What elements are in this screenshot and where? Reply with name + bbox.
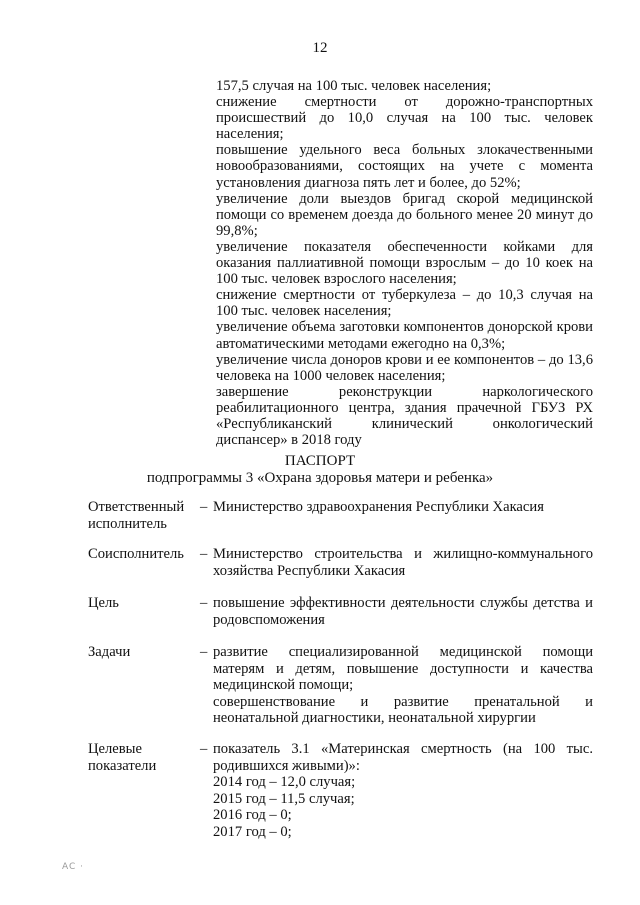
dash: –	[200, 546, 208, 562]
dash: –	[200, 595, 208, 611]
list-item: завершение реконструкции наркологического реабилитационного центра, здания прачечной ГБУЗ РХ «Республиканский клинический онкологический диспансер» в 2018 году	[216, 383, 593, 449]
row-label: Задачи	[88, 644, 131, 660]
continuation-list	[216, 78, 593, 448]
passport-title: ПАСПОРТ	[284, 453, 356, 469]
row-value: Министерство строительства и жилищно-коммунального хозяйства Республики Хакасия	[213, 546, 593, 579]
list-item: увеличение числа доноров крови и ее компонентов – до 13,6 человека на 1000 человек населения;	[216, 351, 593, 384]
corner-mark: AC ·	[62, 862, 85, 872]
list-item: увеличение объема заготовки компонентов донорской крови автоматическими методами ежегодно на 0,3%;	[216, 319, 593, 352]
list-item: увеличение доли выездов бригад скорой медицинской помощи со временем доезда до больного менее 20 минут до 99,8%;	[216, 190, 593, 239]
dash: –	[200, 644, 208, 660]
row-value: показатель 3.1 «Материнская смертность (на 100 тыс. родившихся живыми)»: 2014 год – 12,0 случая; 2015 год – 11,5 случая; 2016 год – 0; 2017 год – 0;	[213, 741, 593, 840]
list-item: увеличение показателя обеспеченности койками для оказания паллиативной помощи взрослым – до 10 коек на 100 тыс. человек взрослого населения;	[216, 238, 593, 288]
row-value: Министерство здравоохранения Республики Хакасия	[213, 499, 544, 515]
dash: –	[200, 741, 208, 757]
list-item: снижение смертности от дорожно-транспортных происшествий до 10,0 случая на 100 тыс. человек населения;	[216, 94, 593, 143]
row-label: Целевые показатели	[88, 741, 157, 774]
row-label: Цель	[88, 595, 119, 611]
dash: –	[200, 499, 208, 515]
row-value: развитие специализированной медицинской помощи матерям и детям, повышение доступности и качества медицинской помощи; совершенствование и развитие пренатальной и неонатальной диагностики, неонатальной хирургии	[213, 644, 593, 727]
row-value: повышение эффективности деятельности службы детства и родовспоможения	[213, 595, 593, 628]
list-item: снижение смертности от туберкулеза – до 10,3 случая на 100 тыс. человек населения;	[216, 287, 593, 320]
page-number: 12	[312, 40, 328, 56]
passport-subtitle: подпрограммы 3 «Охрана здоровья матери и ребенка»	[146, 470, 494, 486]
list-item: повышение удельного веса больных злокачественными новообразованиями, состоящих на учете с момента установления диагноза пять лет и более, до 52%;	[216, 142, 593, 191]
row-label: Соисполнитель	[88, 546, 184, 562]
row-label: Ответственный исполнитель	[88, 499, 185, 532]
list-item: 157,5 случая на 100 тыс. человек населения;	[216, 78, 492, 94]
